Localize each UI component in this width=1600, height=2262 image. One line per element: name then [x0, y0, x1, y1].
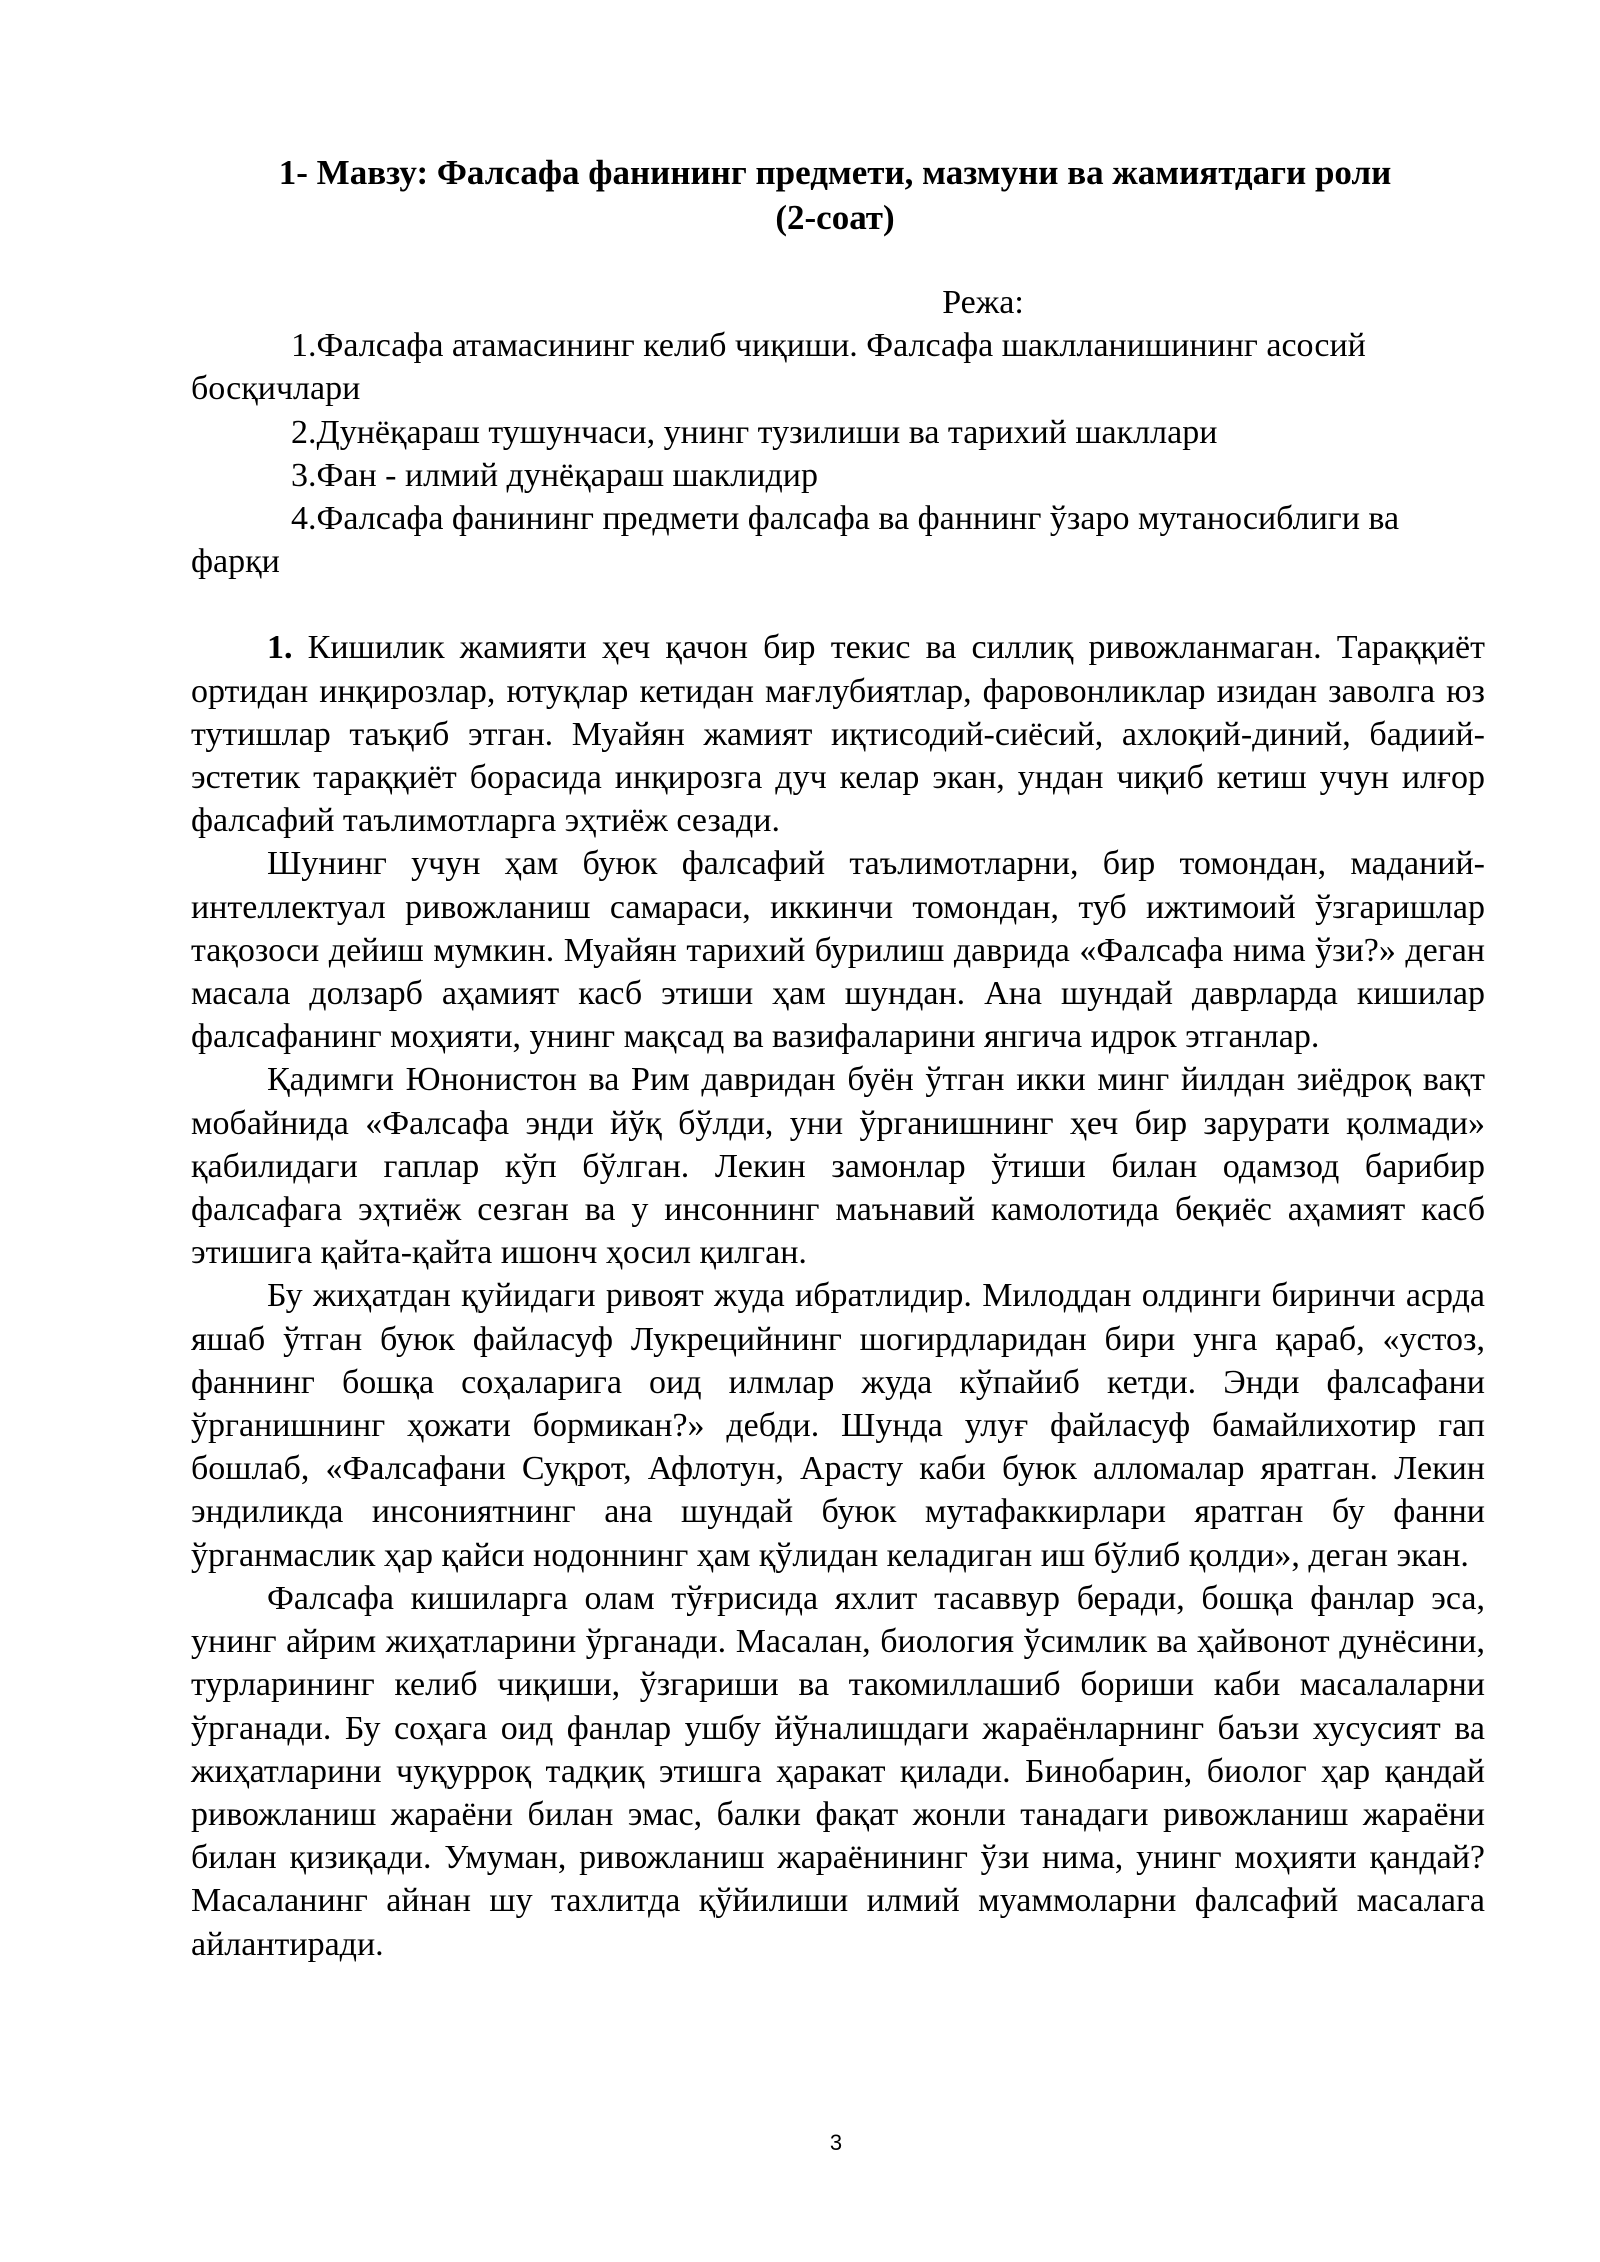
plan-item-1: 1.Фалсафа атамасининг келиб чиқиши. Фалсафа шаклланишининг асосий босқичлари	[191, 327, 1366, 408]
section-gap	[191, 583, 1485, 626]
page-number: 3	[829, 2130, 843, 2155]
plan-item-3: 3.Фан - илмий дунёқараш шаклидир	[291, 456, 818, 494]
paragraph-4: Бу жиҳатдан қуйидаги ривоят жуда ибратлидир. Милоддан олдинги биринчи асрда яшаб ўтган буюк файласуф Лукрецийнинг шогирдларидан бири унга қараб, «устоз, фаннинг бошқа соҳаларига оид илмлар жуда кўпайиб кетди. Энди фалсафани ўрганишнинг ҳожати бормикан?» дебди. Шунда улуғ файласуф бамайлихотир гап бошлаб, «Фалсафани Суқрот, Афлотун, Арасту каби буюк алломалар яратган. Лекин эндиликда инсониятнинг ана шундай буюк мутафаккирлари яратган бу фанни ўрганмаслик ҳар қайси нодоннинг ҳам қўлидан келадиган иш бўлиб қолди», деган экан.	[191, 1277, 1485, 1574]
plan-heading: Режа:	[942, 284, 1024, 321]
plan-item-4: 4.Фалсафа фанининг предмети фалсафа ва фаннинг ўзаро мутаносиблиги ва фарқи	[191, 500, 1400, 581]
document-body	[191, 281, 1485, 1966]
paragraph-1-text: Кишилик жамияти ҳеч қачон бир текис ва силлиқ ривожланмаган. Тараққиёт ортидан инқирозлар, ютуқлар кетидан мағлубиятлар, фаровонликлар изидан заволга юз тутишлар таъқиб этган. Муайян жамият иқтисодий-сиёсий, ахлоқий-диний, бадиий-эстетик тараққиёт борасида инқирозга дуч келар экан, ундан чиқиб кетиш учун илғор фалсафий таълимотларга эҳтиёж сезади.	[191, 629, 1486, 840]
paragraph-1	[191, 626, 1485, 842]
page-title	[260, 150, 1410, 240]
paragraph-2: Шунинг учун ҳам буюк фалсафий таълимотларни, бир томондан, маданий-интеллектуал ривожланиш самараси, иккинчи томондан, туб ижтимоий ўзгаришлар тақозоси дейиш мумкин. Муайян тарихий бурилиш даврида «Фалсафа нима ўзи?» деган масала долзарб аҳамият касб этиши ҳам шундан. Ана шундай даврларда кишилар фалсафанинг моҳияти, унинг мақсад ва вазифаларини янгича идрок этганлар.	[191, 845, 1485, 1056]
paragraph-5: Фалсафа кишиларга олам тўғрисида яхлит тасаввур беради, бошқа фанлар эса, унинг айрим жиҳатларини ўрганади. Масалан, биология ўсимлик ва ҳайвонот дунёсини, турларининг келиб чиқиши, ўзгариши ва такомиллашиб бориши каби масалаларни ўрганади. Бу соҳага оид фанлар ушбу йўналишдаги жараёнларнинг баъзи хусусият ва жиҳатларини чуқурроқ тадқиқ этишга ҳаракат қилади. Бинобарин, биолог ҳар қандай ривожланиш жараёни билан эмас, балки фақат жонли танадаги ривожланиш жараёни билан қизиқади. Умуман, ривожланиш жараёнининг ўзи нима, унинг моҳияти қандай? Масаланинг айнан шу тахлитда қўйилиши илмий муаммоларни фалсафий масалага айлантиради.	[191, 1579, 1485, 1963]
section-number: 1.	[267, 629, 293, 667]
paragraph-3: Қадимги Юнонистон ва Рим давридан буён ўтган икки минг йилдан зиёдроқ вақт мобайнида «Фалсафа энди йўқ бўлди, уни ўрганишнинг ҳеч бир зарурати қолмади» қабилидаги гаплар кўп бўлган. Лекин замонлар ўтиши билан одамзод барибир фалсафага эҳтиёж сезган ва у инсоннинг маънавий камолотида беқиёс аҳамият касб этишига қайта-қайта ишонч ҳосил қилган.	[191, 1061, 1485, 1272]
title-line-hours: (2-соат)	[775, 198, 895, 237]
plan-item-2: 2.Дунёқараш тушунчаси, унинг тузилиши ва тарихий шакллари	[291, 413, 1218, 451]
title-line-main: 1- Мавзу: Фалсафа фанининг предмети, мазмуни ва жамиятдаги роли	[278, 153, 1392, 192]
